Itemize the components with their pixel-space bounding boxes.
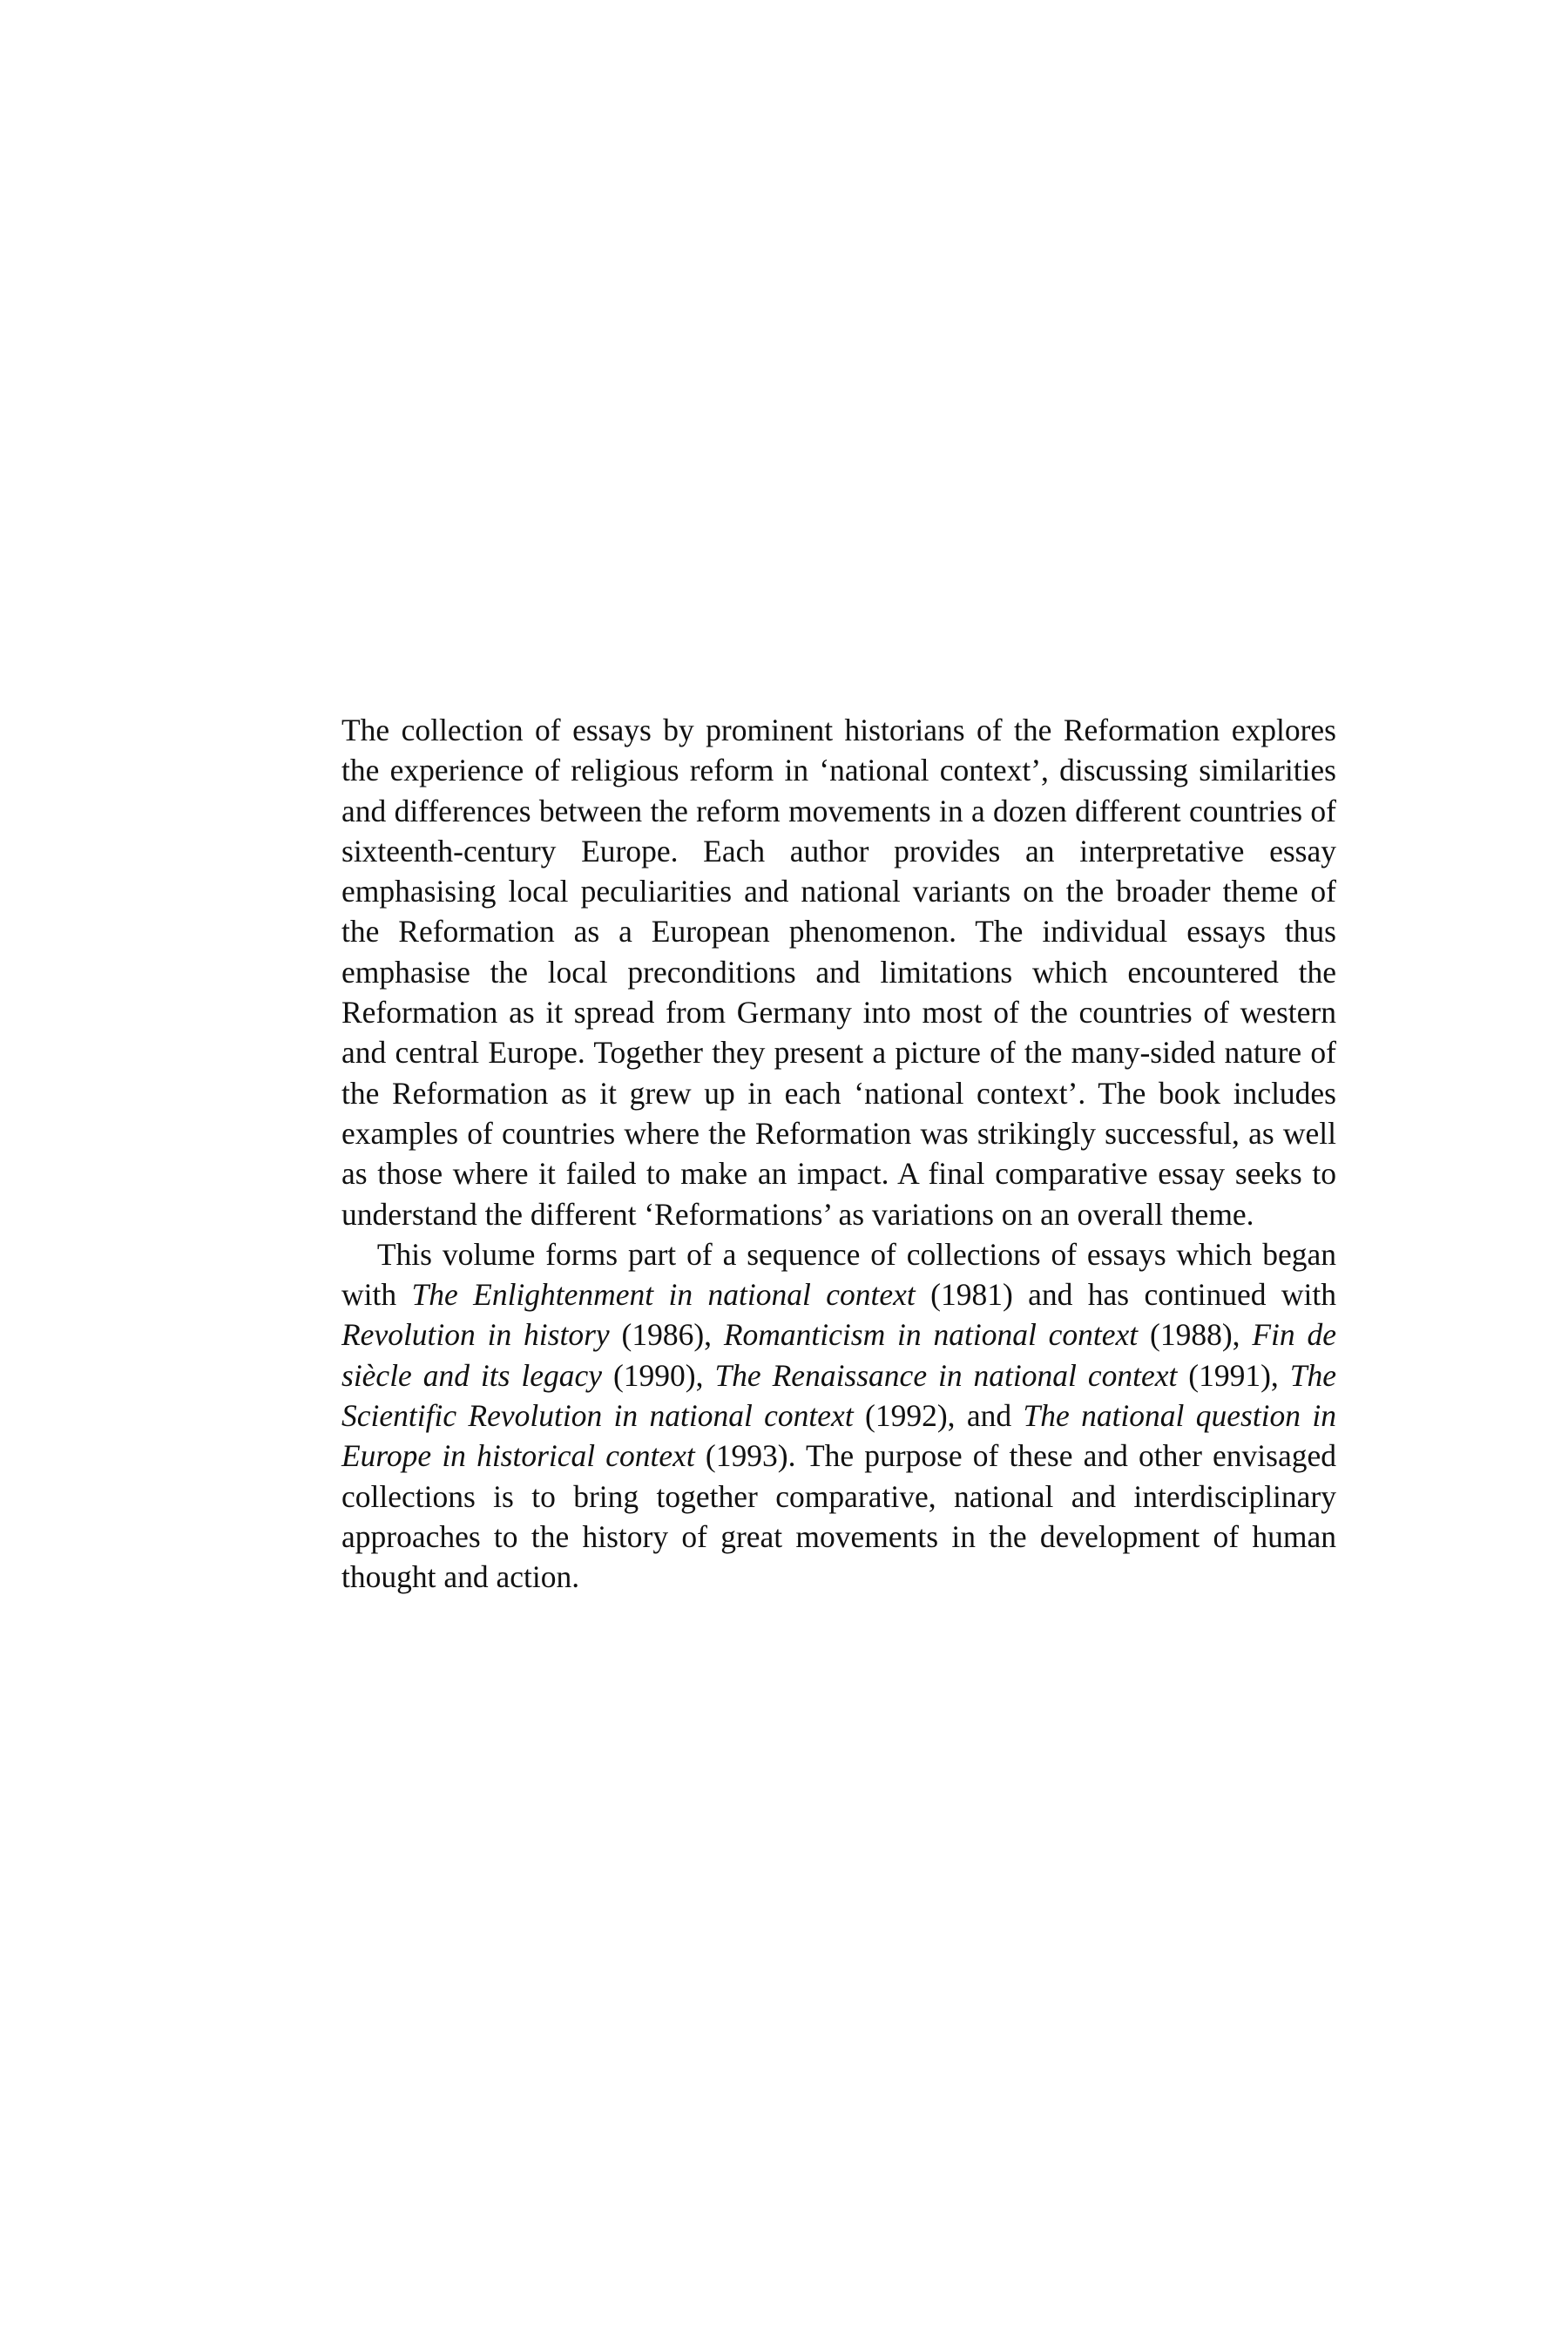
- italic-title: The Renaissance in national context: [714, 1357, 1178, 1393]
- paragraph-series-description: [341, 1234, 1336, 1598]
- italic-title: Fin de siècle and its legacy: [341, 1317, 1336, 1393]
- text-run: (1993). The purpose of these and other envisaged collections is to bring together comparative, national and interdisciplinary approaches to the history of great movements in the development of human thought and action.: [341, 1438, 1336, 1595]
- italic-title: The Enlightenment in national context: [411, 1277, 916, 1313]
- italic-title: The national question in Europe in historical context: [341, 1398, 1337, 1474]
- text-run: (1990),: [602, 1357, 715, 1393]
- italic-title: Romanticism in national context: [723, 1317, 1139, 1353]
- text-run: (1988),: [1138, 1317, 1253, 1353]
- italic-title: Revolution in history: [341, 1317, 610, 1353]
- text-run: (1991),: [1177, 1357, 1290, 1393]
- blurb-text-block: [341, 710, 1336, 1598]
- paragraph-book-description: The collection of essays by prominent historians of the Reformation explores the experience of religious reform in ‘national context’, discussing similarities and differences between the reform movements in a dozen different countries of sixteenth-century Europe. Each author provides an interpretative essay emphasising local peculiarities and national variants on the broader theme of the Reformation as a European phenomenon. The individual essays thus emphasise the local preconditions and limitations which encountered the Reformation as it spread from Germany into most of the countries of western and central Europe. Together they present a picture of the many-sided nature of the Reformation as it grew up in each ‘national context’. The book includes examples of countries where the Reformation was strikingly successful, as well as those where it failed to make an impact. A final comparative essay seeks to understand the different ‘Reformations’ as variations on an overall theme.: [341, 713, 1336, 1232]
- text-run: This volume forms part of a sequence of collections of essays which began with: [341, 1236, 1336, 1313]
- text-run: (1986),: [609, 1317, 724, 1353]
- text-run: (1992), and: [853, 1398, 1024, 1434]
- italic-title: The Scientific Revolution in national context: [341, 1357, 1336, 1434]
- text-run: (1981) and has continued with: [915, 1277, 1336, 1313]
